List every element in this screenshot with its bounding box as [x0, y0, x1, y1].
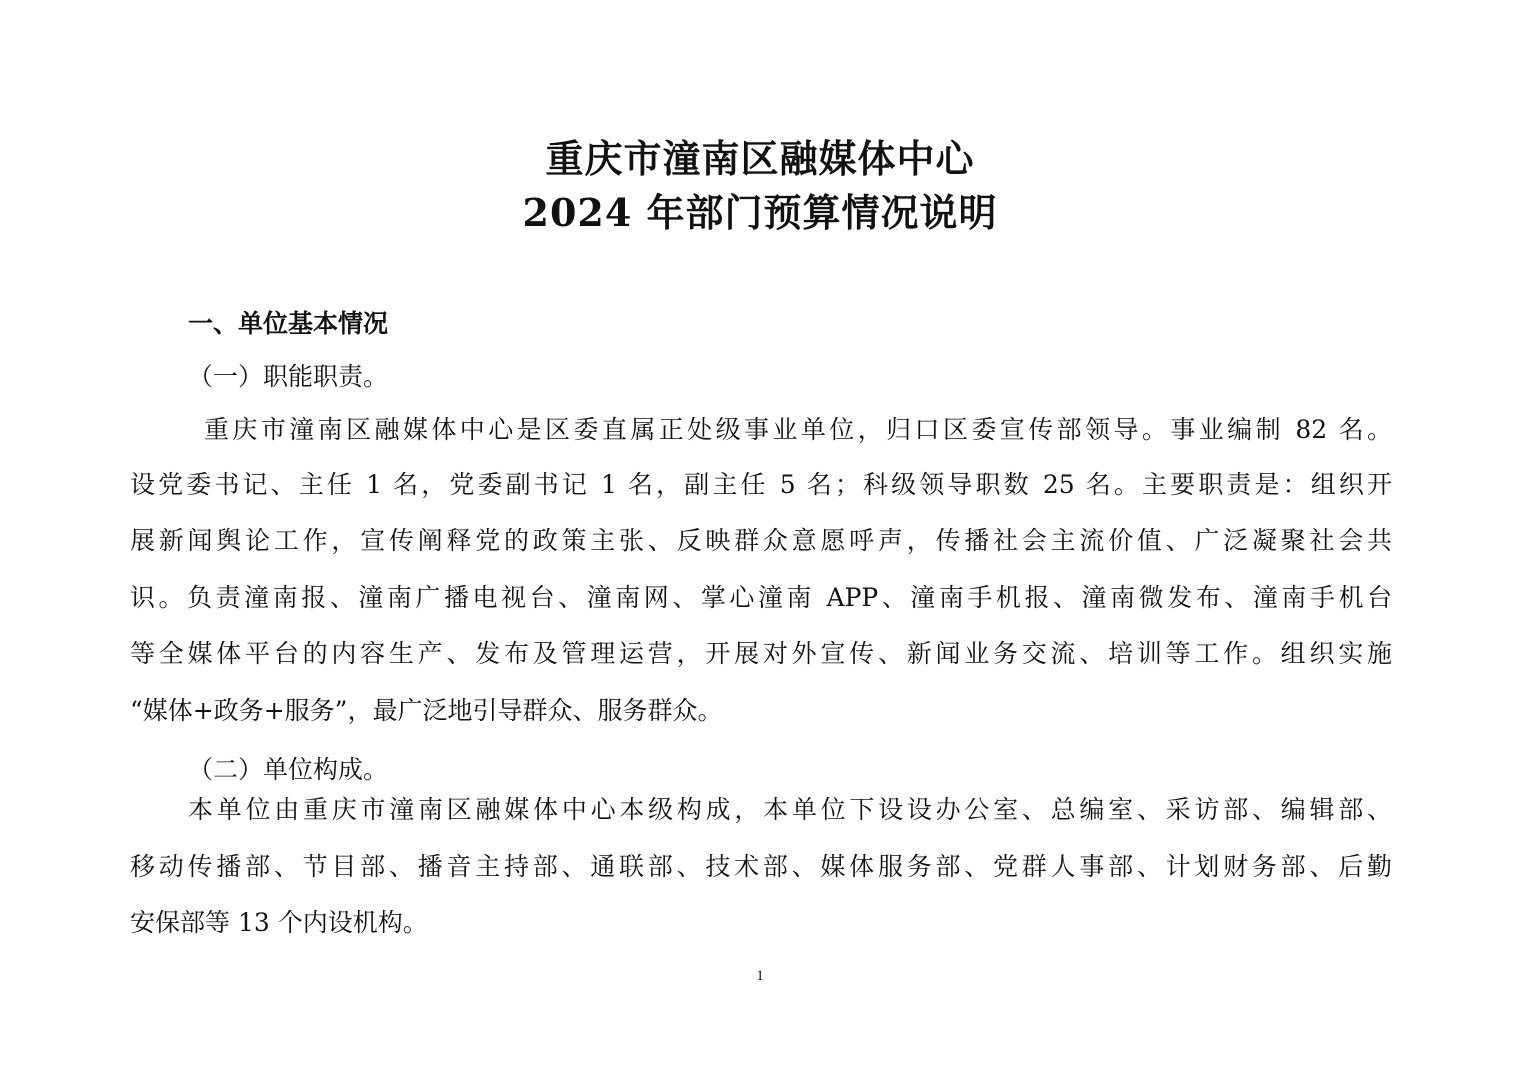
duties-paragraph-line: 识。负责潼南报、潼南广播电视台、潼南网、掌心潼南 APP、潼南手机报、潼南微发布、潼南手机台 [130, 583, 1392, 612]
duties-paragraph-line: 设党委书记、主任 1 名，党委副书记 1 名，副主任 5 名；科级领导职数 25 名。主要职责是：组织开 [130, 470, 1392, 499]
composition-paragraph-line: 移动传播部、节目部、播音主持部、通联部、技术部、媒体服务部、党群人事部、计划财务部、后勤 [130, 852, 1392, 881]
duties-paragraph-line: 等全媒体平台的内容生产、发布及管理运营，开展对外宣传、新闻业务交流、培训等工作。组织实施 [130, 639, 1392, 668]
composition-paragraph-line: 安保部等 13 个内设机构。 [130, 908, 428, 937]
document-title-line2: 2024 年部门预算情况说明 [522, 190, 998, 235]
duties-paragraph-line: “媒体+政务+服务”，最广泛地引导群众、服务群众。 [130, 696, 723, 725]
duties-paragraph-line: 展新闻舆论工作，宣传阐释党的政策主张、反映群众意愿呼声，传播社会主流价值、广泛凝聚社会共 [130, 526, 1392, 555]
page-number: 1 [756, 968, 764, 984]
subsection-heading-composition: （二）单位构成。 [188, 755, 389, 784]
subsection-heading-duties: （一）职能职责。 [188, 362, 389, 391]
document-title-line1: 重庆市潼南区融媒体中心 [545, 136, 975, 181]
section-heading-basic-info: 一、单位基本情况 [188, 309, 389, 338]
duties-paragraph-line: 重庆市潼南区融媒体中心是区委直属正处级事业单位，归口区委宣传部领导。事业编制 82 名。 [204, 415, 1392, 444]
composition-paragraph-line: 本单位由重庆市潼南区融媒体中心本级构成，本单位下设设办公室、总编室、采访部、编辑部、 [188, 795, 1392, 824]
